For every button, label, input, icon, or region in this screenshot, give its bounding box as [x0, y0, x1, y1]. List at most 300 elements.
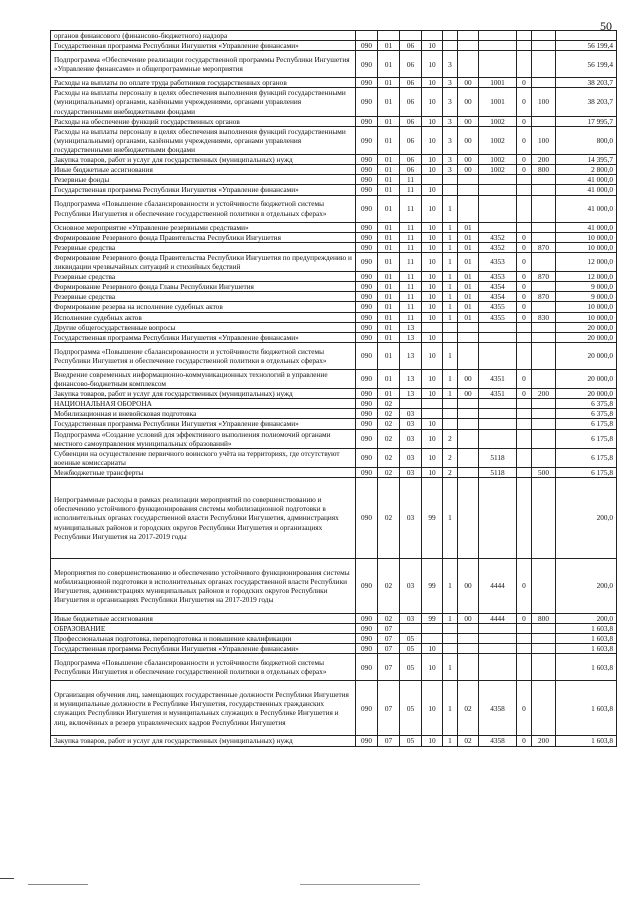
cell-subsection: 03	[400, 409, 422, 419]
cell-name: Резервные фонды	[51, 175, 356, 185]
cell-program: 99	[422, 478, 443, 559]
cell-amount: 6 375,8	[556, 399, 617, 409]
cell-subsection: 05	[400, 644, 422, 654]
cell-subprogram: 1	[443, 342, 458, 369]
cell-main-event	[458, 478, 479, 559]
cell-program: 99	[422, 559, 443, 614]
cell-name: Резервные средства	[51, 292, 356, 302]
cell-direction-sub	[517, 448, 532, 467]
cell-direction	[479, 175, 517, 185]
cell-subsection: 03	[400, 559, 422, 614]
cell-section: 01	[378, 165, 400, 175]
cell-amount: 6 175,8	[556, 448, 617, 467]
cell-ministry: 090	[356, 175, 378, 185]
cell-expense-type	[532, 302, 556, 312]
cell-expense-type: 200	[532, 736, 556, 746]
cell-program: 10	[422, 222, 443, 232]
cell-amount: 200,0	[556, 614, 617, 624]
cell-direction: 1001	[479, 78, 517, 88]
cell-subprogram: 1	[443, 478, 458, 559]
cell-name: Подпрограмма «Обеспечение реализации государственной программы Республики Ингушетия «Управление финансами» и общепрограммные мероприятия	[51, 51, 356, 78]
table-row	[51, 614, 617, 624]
cell-ministry: 090	[356, 624, 378, 634]
cell-name: Подпрограмма «Повышение сбалансированности и устойчивости бюджетной системы Республики Ингушетия и обеспечение государственной политики в отдельных сферах»	[51, 195, 356, 222]
cell-name: Формирование Резервного фонда Правительства Республики Ингушетия по предупреждению и ликвидации чрезвычайных ситуаций и стихийных бедствий	[51, 252, 356, 271]
cell-subprogram: 1	[443, 302, 458, 312]
cell-name: Другие общегосударственные вопросы	[51, 322, 356, 332]
cell-main-event: 01	[458, 242, 479, 252]
cell-subprogram	[443, 41, 458, 51]
cell-direction: 4354	[479, 292, 517, 302]
cell-direction: 4354	[479, 282, 517, 292]
cell-main-event: 00	[458, 389, 479, 399]
table-row	[51, 232, 617, 242]
cell-expense-type	[532, 369, 556, 388]
cell-main-event: 00	[458, 559, 479, 614]
cell-direction	[479, 654, 517, 681]
table-row	[51, 559, 617, 614]
cell-subprogram: 2	[443, 429, 458, 448]
cell-name: органов финансового (финансово-бюджетного) надзора	[51, 31, 356, 41]
cell-amount: 200,0	[556, 559, 617, 614]
cell-main-event	[458, 634, 479, 644]
scan-artifact-line	[0, 878, 14, 879]
cell-direction-sub	[517, 644, 532, 654]
cell-main-event	[458, 419, 479, 429]
cell-expense-type	[532, 681, 556, 736]
cell-main-event: 00	[458, 78, 479, 88]
cell-amount: 800,0	[556, 126, 617, 154]
cell-main-event	[458, 654, 479, 681]
cell-amount: 200,0	[556, 478, 617, 559]
cell-name: Мероприятия по совершенствованию и обеспечению устойчивого функционирования системы мобилизационной подготовки в исполнительных органах государственной власти Республики Ингушетия, администрациях муниципальных районов и городских округов Республики Ингушетия и организациях Республики Ингушетия на 2017-2019 годы	[51, 559, 356, 614]
cell-name: Закупка товаров, работ и услуг для государственных (муниципальных) нужд	[51, 736, 356, 746]
cell-name: Организация обучения лиц, замещающих государственные должности Республики Ингушетия и муниципальные должности в Республике Ингушетия, государственных гражданских служащих Республики Ингушетия и муниципальных служащих в Республике Ингушетия и лиц, включённых в резерв управленческих кадров Республики Ингушетия	[51, 681, 356, 736]
cell-main-event: 02	[458, 681, 479, 736]
cell-expense-type	[532, 448, 556, 467]
cell-main-event	[458, 332, 479, 342]
cell-expense-type: 830	[532, 312, 556, 322]
cell-subsection: 11	[400, 222, 422, 232]
cell-section: 01	[378, 292, 400, 302]
cell-direction-sub	[517, 195, 532, 222]
cell-direction	[479, 322, 517, 332]
cell-program: 10	[422, 272, 443, 282]
cell-ministry: 090	[356, 399, 378, 409]
cell-amount: 1 603,8	[556, 634, 617, 644]
cell-section: 01	[378, 322, 400, 332]
cell-direction-sub	[517, 624, 532, 634]
cell-main-event	[458, 185, 479, 195]
cell-subsection: 03	[400, 467, 422, 477]
cell-main-event	[458, 195, 479, 222]
table-row	[51, 624, 617, 634]
cell-direction-sub	[517, 31, 532, 41]
cell-direction	[479, 195, 517, 222]
cell-expense-type: 800	[532, 614, 556, 624]
cell-amount: 9 000,0	[556, 292, 617, 302]
cell-subsection: 13	[400, 389, 422, 399]
cell-direction-sub	[517, 409, 532, 419]
cell-direction: 4355	[479, 302, 517, 312]
cell-section: 01	[378, 232, 400, 242]
cell-ministry: 090	[356, 369, 378, 388]
cell-direction	[479, 429, 517, 448]
cell-section: 01	[378, 252, 400, 271]
cell-program: 10	[422, 165, 443, 175]
table-row	[51, 681, 617, 736]
cell-section: 07	[378, 654, 400, 681]
cell-subsection: 03	[400, 419, 422, 429]
cell-subsection: 11	[400, 282, 422, 292]
cell-name: Государственная программа Республики Ингушетия «Управление финансами»	[51, 41, 356, 51]
cell-main-event: 01	[458, 232, 479, 242]
table-row	[51, 88, 617, 116]
cell-subprogram: 3	[443, 78, 458, 88]
table-row	[51, 332, 617, 342]
cell-subprogram: 1	[443, 389, 458, 399]
cell-expense-type: 870	[532, 292, 556, 302]
cell-ministry: 090	[356, 634, 378, 644]
cell-program: 10	[422, 419, 443, 429]
cell-direction-sub: 0	[517, 292, 532, 302]
cell-amount: 1 603,8	[556, 681, 617, 736]
cell-program: 10	[422, 41, 443, 51]
cell-direction-sub: 0	[517, 389, 532, 399]
cell-subsection: 06	[400, 155, 422, 165]
cell-program: 10	[422, 126, 443, 154]
cell-section: 01	[378, 222, 400, 232]
cell-direction-sub	[517, 419, 532, 429]
cell-main-event	[458, 399, 479, 409]
cell-direction-sub: 0	[517, 126, 532, 154]
cell-direction: 1002	[479, 126, 517, 154]
cell-name: Непрограммные расходы в рамках реализации мероприятий по совершенствованию и обеспечению устойчивого функционирования системы мобилизационной подготовки в исполнительных органах государственной власти Республики Ингушетия, администрациях муниципальных районов и городских округов Республики Ингушетия и организациях Республики Ингушетия на 2017-2019 годы	[51, 478, 356, 559]
cell-expense-type	[532, 342, 556, 369]
cell-ministry: 090	[356, 51, 378, 78]
table-row	[51, 272, 617, 282]
cell-subprogram: 1	[443, 369, 458, 388]
table-row	[51, 654, 617, 681]
cell-section: 01	[378, 185, 400, 195]
cell-name: Исполнение судебных актов	[51, 312, 356, 322]
cell-amount: 6 175,8	[556, 467, 617, 477]
cell-name: Расходы на обеспечение функций государственных органов	[51, 116, 356, 126]
cell-main-event: 01	[458, 222, 479, 232]
cell-amount: 38 203,7	[556, 88, 617, 116]
cell-expense-type	[532, 195, 556, 222]
cell-expense-type: 870	[532, 272, 556, 282]
cell-amount: 10 000,0	[556, 312, 617, 322]
cell-program: 10	[422, 369, 443, 388]
cell-subprogram: 1	[443, 272, 458, 282]
cell-section: 01	[378, 175, 400, 185]
cell-subsection: 05	[400, 654, 422, 681]
cell-subprogram	[443, 322, 458, 332]
cell-ministry: 090	[356, 614, 378, 624]
cell-direction	[479, 31, 517, 41]
cell-subsection: 03	[400, 478, 422, 559]
cell-ministry: 090	[356, 232, 378, 242]
cell-main-event	[458, 467, 479, 477]
cell-direction-sub: 0	[517, 88, 532, 116]
table-row	[51, 126, 617, 154]
cell-direction-sub	[517, 322, 532, 332]
table-row	[51, 448, 617, 467]
cell-direction	[479, 41, 517, 51]
cell-direction	[479, 399, 517, 409]
table-row	[51, 302, 617, 312]
cell-direction-sub	[517, 175, 532, 185]
cell-ministry: 090	[356, 559, 378, 614]
cell-expense-type	[532, 478, 556, 559]
cell-name: Подпрограмма «Повышение сбалансированности и устойчивости бюджетной системы Республики Ингушетия и обеспечение государственной политики в отдельных сферах»	[51, 654, 356, 681]
cell-subsection: 13	[400, 369, 422, 388]
cell-program: 10	[422, 155, 443, 165]
cell-expense-type: 200	[532, 155, 556, 165]
cell-main-event: 00	[458, 88, 479, 116]
cell-main-event	[458, 644, 479, 654]
cell-amount: 6 175,8	[556, 429, 617, 448]
cell-direction-sub: 0	[517, 736, 532, 746]
cell-program: 10	[422, 736, 443, 746]
cell-direction-sub: 0	[517, 681, 532, 736]
cell-direction	[479, 332, 517, 342]
table-row	[51, 409, 617, 419]
cell-expense-type	[532, 51, 556, 78]
cell-name: Иные бюджетные ассигнования	[51, 165, 356, 175]
cell-expense-type: 870	[532, 242, 556, 252]
cell-name: Расходы на выплаты по оплате труда работников государственных органов	[51, 78, 356, 88]
cell-main-event: 00	[458, 155, 479, 165]
cell-name: Профессиональная подготовка, переподготовка и повышение квалификации	[51, 634, 356, 644]
cell-subsection: 11	[400, 175, 422, 185]
table-row	[51, 282, 617, 292]
cell-ministry: 090	[356, 736, 378, 746]
cell-subsection: 13	[400, 322, 422, 332]
cell-subprogram: 1	[443, 232, 458, 242]
cell-subprogram	[443, 332, 458, 342]
cell-program: 10	[422, 312, 443, 322]
table-row	[51, 185, 617, 195]
cell-ministry: 090	[356, 252, 378, 271]
cell-name: Резервные средства	[51, 242, 356, 252]
cell-ministry: 090	[356, 654, 378, 681]
cell-expense-type	[532, 654, 556, 681]
cell-amount: 1 603,8	[556, 624, 617, 634]
cell-ministry: 090	[356, 88, 378, 116]
cell-section: 01	[378, 342, 400, 369]
cell-expense-type	[532, 559, 556, 614]
cell-subprogram: 1	[443, 252, 458, 271]
cell-subprogram: 1	[443, 559, 458, 614]
cell-name: Государственная программа Республики Ингушетия «Управление финансами»	[51, 644, 356, 654]
cell-subprogram: 1	[443, 242, 458, 252]
cell-main-event	[458, 429, 479, 448]
cell-amount: 20 000,0	[556, 332, 617, 342]
cell-ministry: 090	[356, 389, 378, 399]
cell-section: 01	[378, 282, 400, 292]
cell-ministry: 090	[356, 409, 378, 419]
cell-expense-type	[532, 634, 556, 644]
cell-program: 10	[422, 252, 443, 271]
cell-subsection	[400, 399, 422, 409]
cell-main-event	[458, 31, 479, 41]
cell-ministry: 090	[356, 429, 378, 448]
cell-name: Расходы на выплаты персоналу в целях обеспечения выполнения функций государственными (муниципальными) органами, казёнными учреждениями, органами управления государственными внебюджетными фондами	[51, 126, 356, 154]
cell-main-event: 00	[458, 165, 479, 175]
cell-ministry: 090	[356, 681, 378, 736]
cell-direction-sub: 0	[517, 282, 532, 292]
cell-amount: 10 000,0	[556, 302, 617, 312]
cell-amount: 20 000,0	[556, 369, 617, 388]
cell-direction-sub: 0	[517, 165, 532, 175]
cell-program: 10	[422, 78, 443, 88]
table-row	[51, 342, 617, 369]
cell-expense-type: 800	[532, 165, 556, 175]
cell-subsection: 05	[400, 736, 422, 746]
cell-program: 10	[422, 654, 443, 681]
cell-expense-type	[532, 282, 556, 292]
cell-amount: 20 000,0	[556, 322, 617, 332]
cell-ministry: 090	[356, 41, 378, 51]
cell-amount: 38 203,7	[556, 78, 617, 88]
cell-direction: 4444	[479, 614, 517, 624]
cell-name: Основное мероприятие «Управление резервными средствами»	[51, 222, 356, 232]
cell-amount: 41 000,0	[556, 222, 617, 232]
cell-program: 10	[422, 389, 443, 399]
cell-main-event: 01	[458, 292, 479, 302]
cell-ministry: 090	[356, 302, 378, 312]
cell-amount: 1 603,8	[556, 736, 617, 746]
cell-subprogram: 3	[443, 126, 458, 154]
cell-direction-sub: 0	[517, 232, 532, 242]
cell-section: 01	[378, 312, 400, 322]
cell-subsection: 11	[400, 302, 422, 312]
cell-direction: 4358	[479, 736, 517, 746]
table-row	[51, 252, 617, 271]
cell-amount: 2 800,0	[556, 165, 617, 175]
cell-subsection: 11	[400, 185, 422, 195]
cell-section: 02	[378, 399, 400, 409]
cell-subprogram	[443, 409, 458, 419]
cell-program	[422, 399, 443, 409]
cell-name: Государственная программа Республики Ингушетия «Управление финансами»	[51, 332, 356, 342]
budget-table	[50, 30, 617, 747]
cell-subsection: 06	[400, 126, 422, 154]
cell-subsection: 06	[400, 78, 422, 88]
cell-subsection: 03	[400, 614, 422, 624]
cell-direction	[479, 634, 517, 644]
cell-direction: 4351	[479, 389, 517, 399]
cell-amount: 12 000,0	[556, 252, 617, 271]
cell-expense-type	[532, 322, 556, 332]
cell-amount: 17 995,7	[556, 116, 617, 126]
cell-amount: 12 000,0	[556, 272, 617, 282]
cell-subsection: 03	[400, 429, 422, 448]
cell-direction-sub: 0	[517, 302, 532, 312]
cell-amount: 1 603,8	[556, 654, 617, 681]
cell-subprogram: 1	[443, 614, 458, 624]
cell-direction	[479, 185, 517, 195]
cell-expense-type	[532, 624, 556, 634]
cell-direction-sub: 0	[517, 614, 532, 624]
cell-direction-sub: 0	[517, 369, 532, 388]
cell-program	[422, 322, 443, 332]
table-row	[51, 31, 617, 41]
cell-subsection: 03	[400, 448, 422, 467]
cell-subprogram: 2	[443, 467, 458, 477]
cell-subsection: 05	[400, 634, 422, 644]
cell-subsection: 11	[400, 252, 422, 271]
table-row	[51, 41, 617, 51]
cell-direction: 4352	[479, 232, 517, 242]
cell-program	[422, 634, 443, 644]
cell-program: 10	[422, 644, 443, 654]
cell-name: Резервные средства	[51, 272, 356, 282]
cell-expense-type	[532, 175, 556, 185]
cell-section: 07	[378, 644, 400, 654]
cell-ministry: 090	[356, 185, 378, 195]
cell-direction-sub: 0	[517, 242, 532, 252]
table-row	[51, 478, 617, 559]
cell-program: 10	[422, 195, 443, 222]
cell-subprogram: 1	[443, 654, 458, 681]
cell-direction: 4355	[479, 312, 517, 322]
cell-name: Субвенции на осуществление первичного воинского учёта на территориях, где отсутствуют военные комиссариаты	[51, 448, 356, 467]
cell-ministry: 090	[356, 448, 378, 467]
cell-subprogram: 1	[443, 681, 458, 736]
cell-ministry	[356, 31, 378, 41]
cell-main-event: 01	[458, 272, 479, 282]
cell-expense-type	[532, 41, 556, 51]
table-row	[51, 399, 617, 409]
cell-main-event	[458, 41, 479, 51]
cell-main-event: 00	[458, 126, 479, 154]
cell-ministry: 090	[356, 242, 378, 252]
cell-section	[378, 31, 400, 41]
cell-section: 07	[378, 736, 400, 746]
cell-ministry: 090	[356, 272, 378, 282]
cell-direction-sub	[517, 41, 532, 51]
cell-section: 01	[378, 332, 400, 342]
cell-section: 01	[378, 389, 400, 399]
cell-subsection: 11	[400, 232, 422, 242]
cell-subprogram: 3	[443, 88, 458, 116]
cell-section: 01	[378, 195, 400, 222]
cell-program: 99	[422, 614, 443, 624]
cell-ministry: 090	[356, 126, 378, 154]
cell-section: 01	[378, 155, 400, 165]
cell-subprogram: 1	[443, 195, 458, 222]
table-row	[51, 292, 617, 302]
cell-amount: 20 000,0	[556, 342, 617, 369]
cell-expense-type: 500	[532, 467, 556, 477]
cell-direction: 1002	[479, 165, 517, 175]
cell-amount: 9 000,0	[556, 282, 617, 292]
cell-direction	[479, 644, 517, 654]
cell-section: 01	[378, 272, 400, 282]
scan-artifact-line	[300, 884, 420, 885]
cell-section: 02	[378, 409, 400, 419]
cell-ministry: 090	[356, 332, 378, 342]
cell-section: 02	[378, 467, 400, 477]
cell-direction: 4358	[479, 681, 517, 736]
cell-subsection: 06	[400, 88, 422, 116]
cell-subsection: 05	[400, 681, 422, 736]
table-row	[51, 195, 617, 222]
table-row	[51, 419, 617, 429]
